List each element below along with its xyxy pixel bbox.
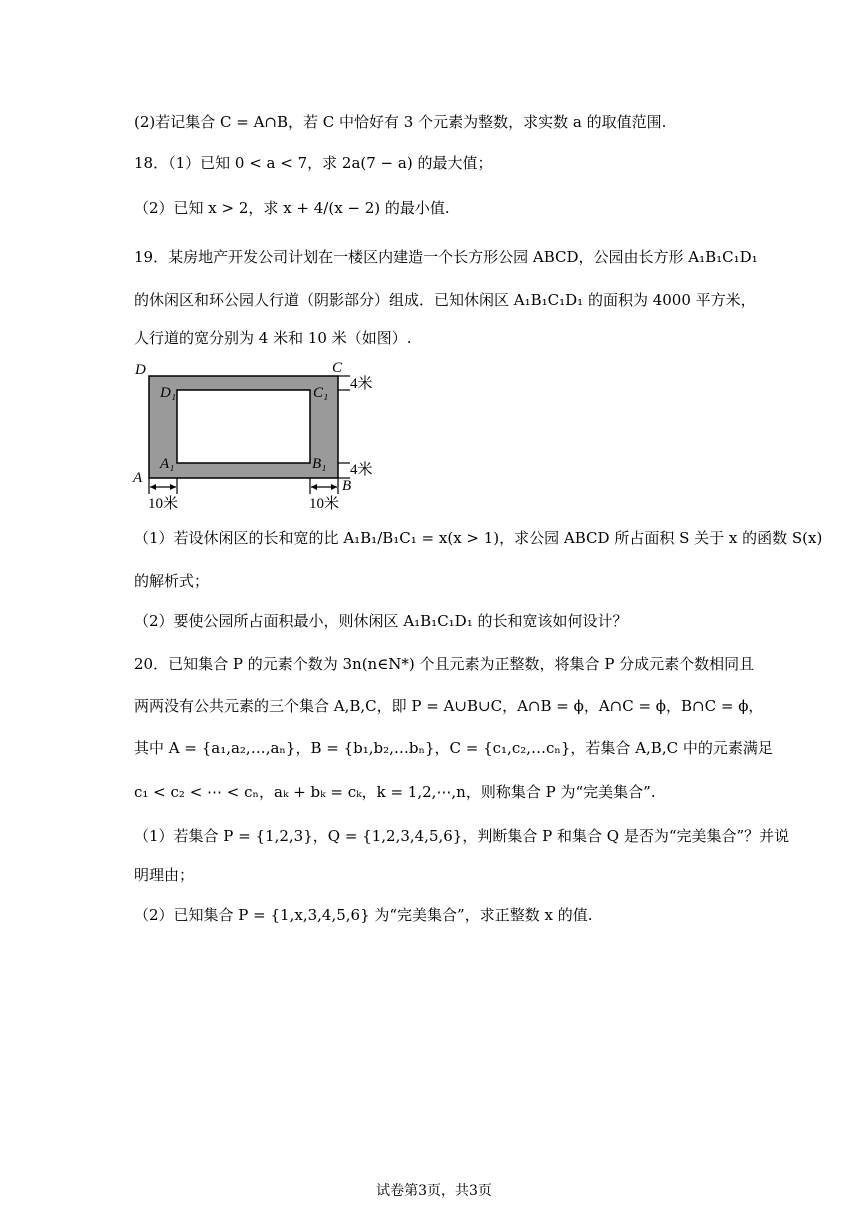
label-A: A — [133, 470, 143, 486]
label-D1: D₁ — [160, 385, 177, 401]
question-19-line3: 人行道的宽分别为 4 米和 10 米（如图）. — [134, 329, 412, 347]
question-19-part1: （1）若设休闲区的长和宽的比 A₁B₁/B₁C₁ = x(x > 1)，求公园 ABCD 所占面积 S 关于 x 的函数 S(x) — [134, 529, 823, 547]
question-19-part1-cont: 的解析式； — [134, 572, 210, 590]
label-A1: A₁ — [160, 456, 175, 472]
question-19-line1: 19．某房地产开发公司计划在一楼区内建造一个长方形公园 ABCD，公园由长方形 A₁B₁C₁D₁ — [134, 248, 758, 266]
question-18-part2: （2）已知 x > 2，求 x + 4/(x − 2) 的最小值. — [134, 199, 450, 217]
question-20-line1: 20．已知集合 P 的元素个数为 3n(n∈N*) 个且元素为正整数，将集合 P 分成元素个数相同且 — [134, 655, 755, 673]
park-diagram — [132, 360, 392, 524]
question-20-line2: 两两没有公共元素的三个集合 A,B,C，即 P = A∪B∪C，A∩B = ϕ，A∩C = ϕ，B∩C = ϕ， — [134, 697, 764, 715]
question-20-line3: 其中 A = {a₁,a₂,…,aₙ}，B = {b₁,b₂,…bₙ}，C = {c₁,c₂,…cₙ}，若集合 A,B,C 中的元素满足 — [134, 739, 773, 757]
label-C: C — [332, 360, 343, 376]
question-20-line4: c₁ < c₂ < ⋯ < cₙ，aₖ + bₖ = cₖ，k = 1,2,⋯,n，则称集合 P 为“完美集合”. — [134, 783, 656, 801]
question-20-part1: （1）若集合 P = {1,2,3}，Q = {1,2,3,4,5,6}，判断集合 P 和集合 Q 是否为“完美集合”？并说 — [134, 827, 790, 845]
label-left-width: 10米 — [148, 496, 179, 512]
label-bottom-width: 4米 — [350, 462, 373, 478]
question-19-part2: （2）要使公园所占面积最小，则休闲区 A₁B₁C₁D₁ 的长和宽该如何设计？ — [134, 612, 628, 630]
label-D: D — [135, 362, 146, 378]
label-B1: B₁ — [312, 456, 327, 472]
question-17-part2: (2)若记集合 C = A∩B，若 C 中恰好有 3 个元素为整数，求实数 a 的取值范围. — [134, 113, 667, 131]
label-B: B — [342, 478, 352, 494]
question-19-line2: 的休闲区和环公园人行道（阴影部分）组成．已知休闲区 A₁B₁C₁D₁ 的面积为 4000 平方米， — [134, 291, 756, 309]
question-20-part1-cont: 明理由； — [134, 866, 195, 884]
label-right-width: 10米 — [309, 496, 340, 512]
label-top-width: 4米 — [350, 376, 373, 392]
question-20-part2: （2）已知集合 P = {1,x,3,4,5,6} 为“完美集合”，求正整数 x 的值. — [134, 906, 593, 924]
leisure-area-rect — [177, 390, 310, 463]
question-18-part1: 18．（1）已知 0 < a < 7，求 2a(7 − a) 的最大值； — [134, 154, 493, 172]
page-footer: 试卷第3页，共3页 — [376, 1183, 492, 1199]
label-C1: C₁ — [313, 385, 329, 401]
